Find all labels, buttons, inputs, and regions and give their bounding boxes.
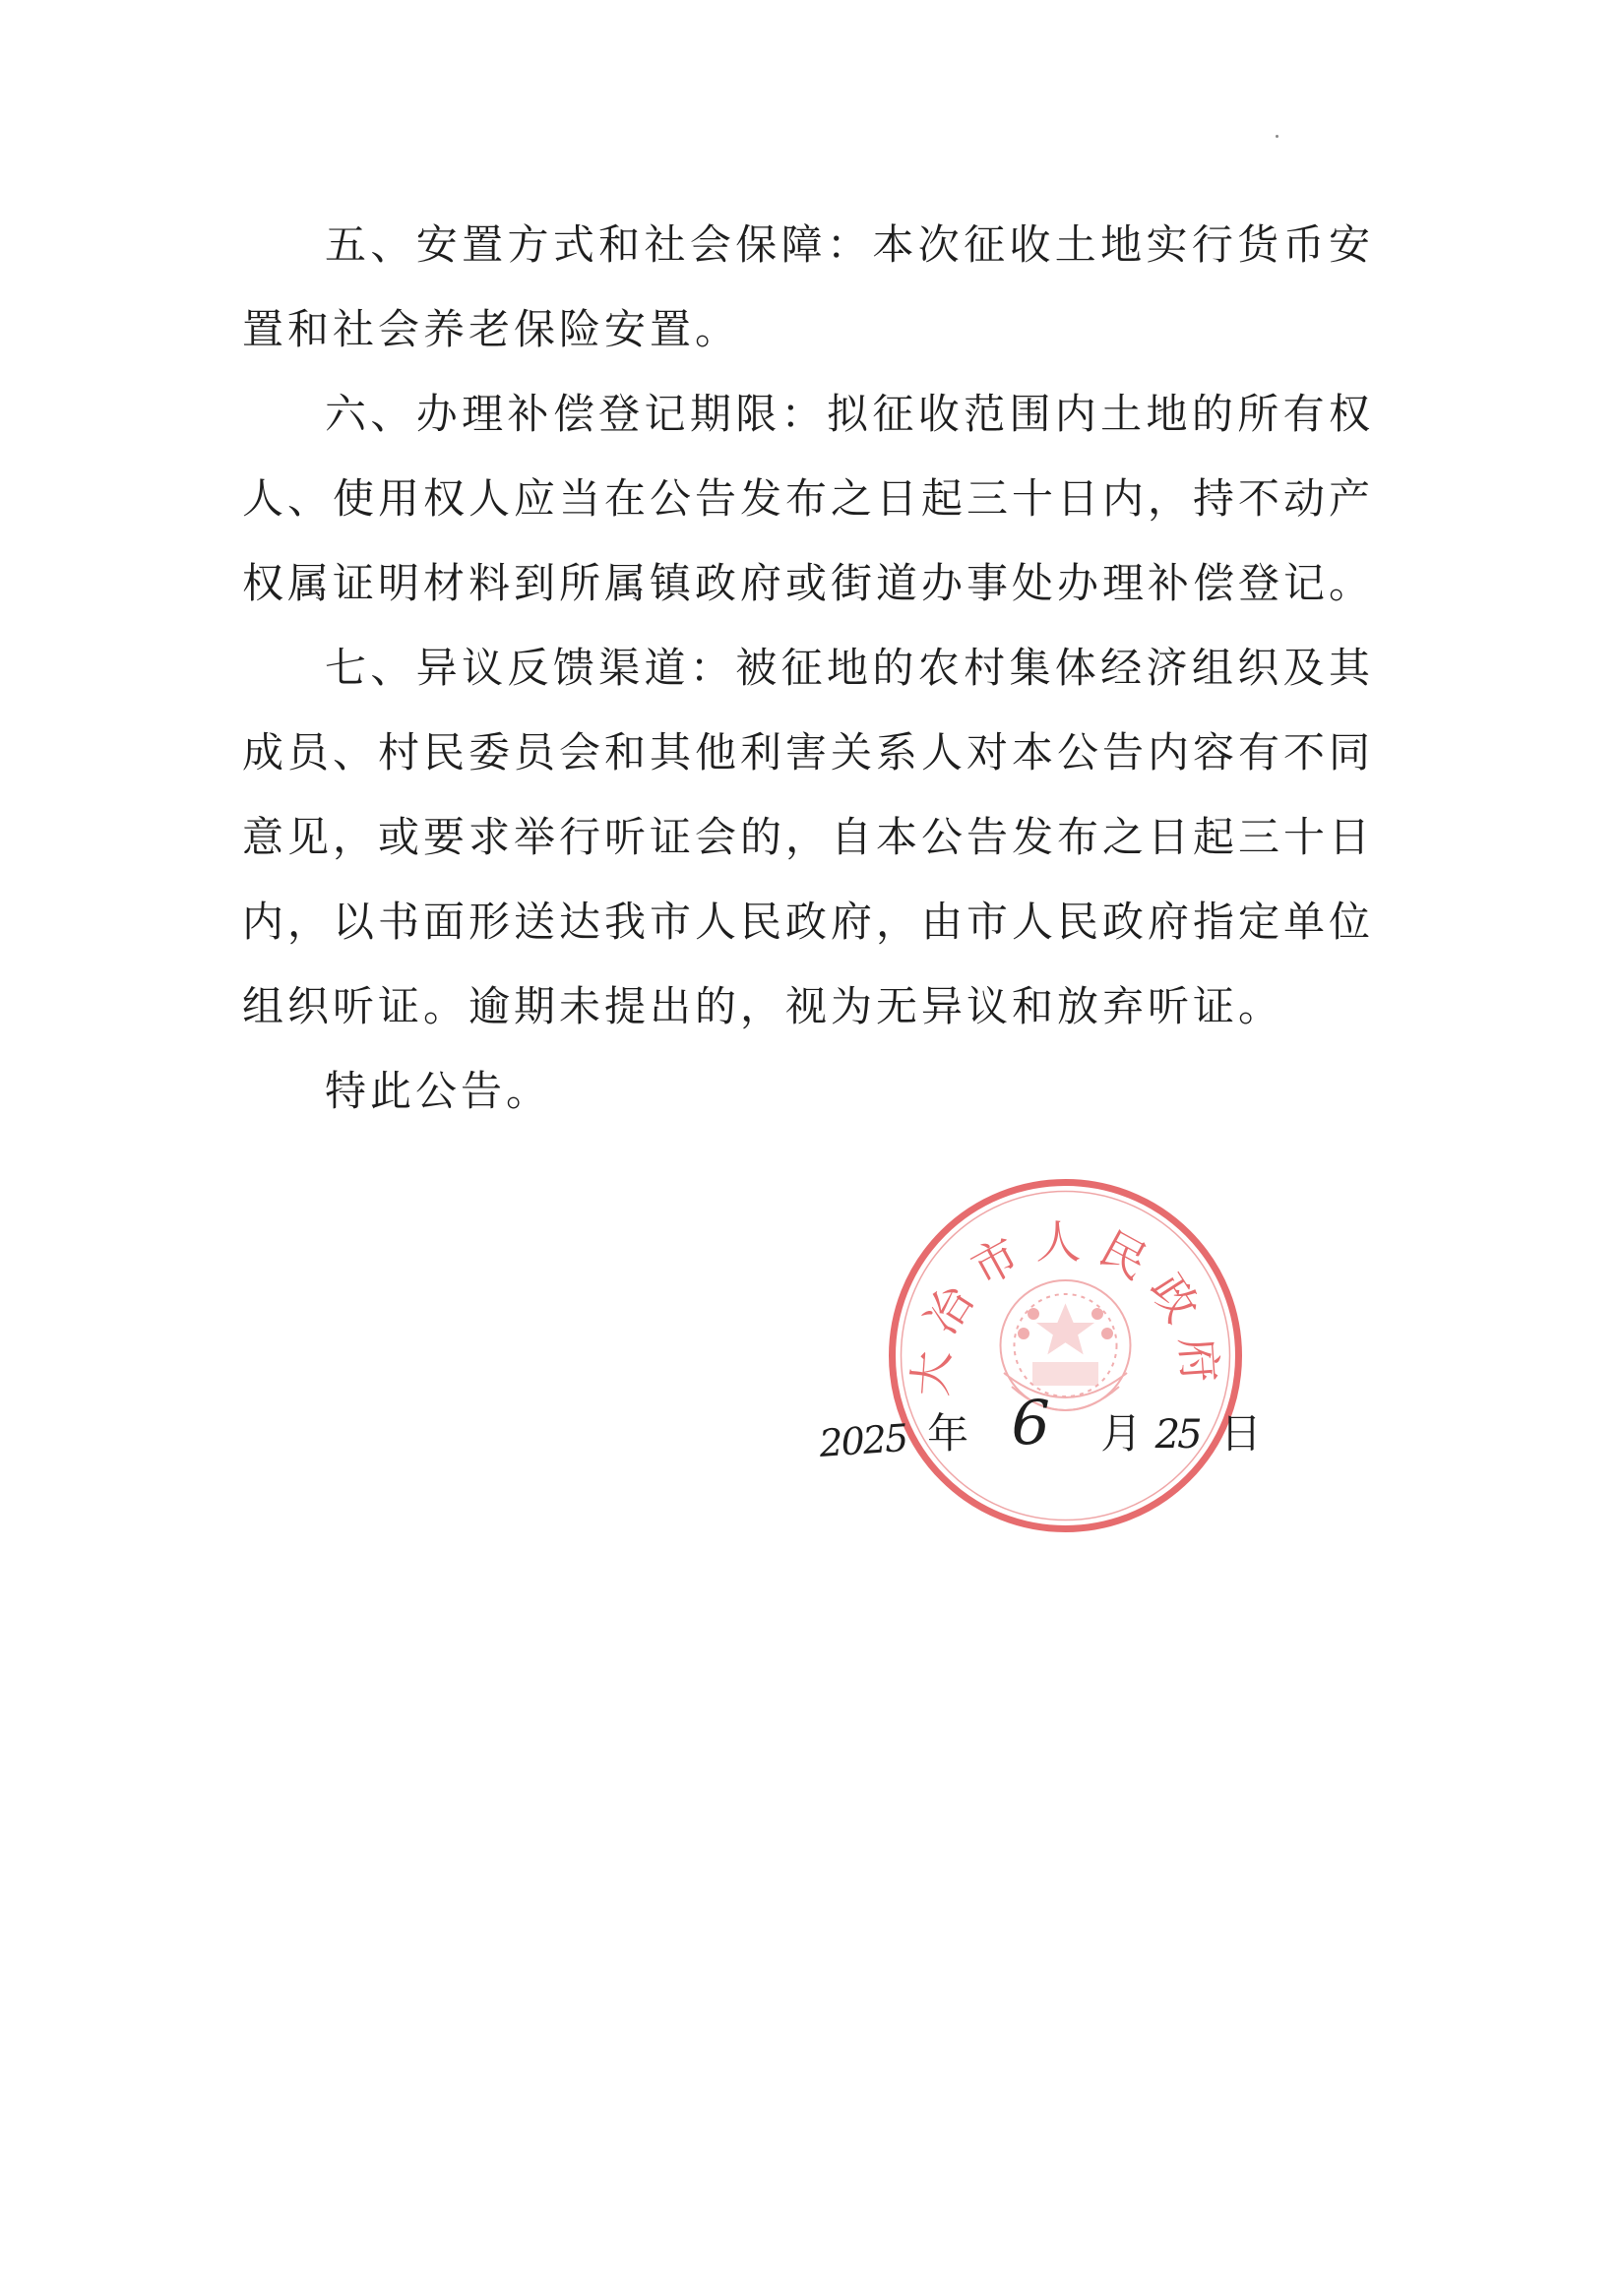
date-month-handwritten: 6 [1011, 1387, 1050, 1458]
paragraph-objection-channel: 七、异议反馈渠道：被征地的农村集体经济组织及其成员、村民委员会和其他利害关系人对本公告内容有不同意见，或要求举行听证会的，自本公告发布之日起三十日内，以书面形送达我市人民政府，由市人民政府指定单位组织听证。逾期未提出的，视为无异议和放弃听证。 [242, 644, 1375, 1030]
paragraph-compensation-registration: 六、办理补偿登记期限：拟征收范围内土地的所有权人、使用权人应当在公告发布之日起三十日内，持不动产权属证明材料到所属镇政府或街道办事处办理补偿登记。 [242, 390, 1375, 607]
signature-date [819, 1388, 1262, 1466]
date-year-handwritten: 2025 [817, 1415, 908, 1466]
date-day-label: 日 [1219, 1409, 1262, 1458]
official-seal [886, 1176, 1245, 1535]
closing-statement: 特此公告。 [325, 1067, 552, 1115]
scan-speck [1276, 135, 1278, 138]
document-body [242, 203, 1374, 1134]
date-day-handwritten: 25 [1154, 1412, 1200, 1458]
paragraph-resettlement: 五、安置方式和社会保障：本次征收土地实行货币安置和社会养老保险安置。 [242, 220, 1374, 353]
date-month-label: 月 [1100, 1409, 1143, 1458]
date-year-label: 年 [927, 1409, 969, 1458]
seal-text: 大冶市人民政府 [903, 1215, 1228, 1398]
